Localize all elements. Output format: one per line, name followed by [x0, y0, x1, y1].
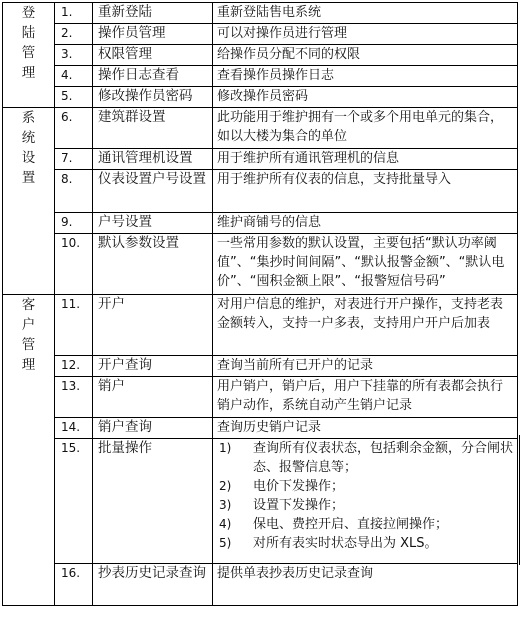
function-name: 批量操作 [93, 439, 213, 564]
function-description: 修改操作员密码 [213, 87, 518, 108]
table-row [3, 170, 518, 213]
function-name: 操作员管理 [93, 24, 213, 45]
list-item: 4) 保电、费控开启、直接拉闸操作； [219, 517, 449, 532]
row-number: 10. [55, 234, 93, 295]
table-row [3, 234, 518, 295]
function-name: 默认参数设置 [93, 234, 213, 295]
function-description: 提供单表抄表历史记录查询 [213, 564, 518, 606]
table-row [3, 3, 518, 24]
list-item: 2) 电价下发操作； [219, 479, 345, 494]
table-row [3, 45, 518, 66]
row-number: 14. [55, 418, 93, 439]
function-name: 建筑群设置 [93, 108, 213, 149]
function-table [2, 2, 518, 606]
function-description: 重新登陆售电系统 [213, 3, 518, 24]
table-row [3, 66, 518, 87]
batch-operation-list [217, 439, 513, 553]
function-description: 用于维护所有通讯管理机的信息 [213, 149, 518, 170]
row-number: 2. [55, 24, 93, 45]
table-row [3, 149, 518, 170]
function-name: 开户 [93, 295, 213, 356]
table-row [3, 439, 518, 564]
list-item: 5) 对所有表实时状态导出为 XLS。 [219, 536, 438, 551]
function-description: 对用户信息的维护，对表进行开户操作，支持老表金额转入，支持一户多表，支持用户开户后加表 [213, 295, 518, 356]
category-login-management: 登 陆 管 理 [3, 3, 55, 108]
row-number: 4. [55, 66, 93, 87]
row-number: 7. [55, 149, 93, 170]
table-row [3, 24, 518, 45]
table-row [3, 377, 518, 418]
function-description: 用于维护所有仪表的信息，支持批量导入 [213, 170, 518, 213]
list-item: 3) 设置下发操作； [219, 498, 345, 513]
row-number: 12. [55, 356, 93, 377]
function-name: 销户 [93, 377, 213, 418]
table-row [3, 356, 518, 377]
function-name: 户号设置 [93, 213, 213, 234]
function-name: 操作日志查看 [93, 66, 213, 87]
function-name: 抄表历史记录查询 [93, 564, 213, 606]
row-number: 13. [55, 377, 93, 418]
function-description: 查询当前所有已开户的记录 [213, 356, 518, 377]
function-description: 给操作员分配不同的权限 [213, 45, 518, 66]
row-number: 1. [55, 3, 93, 24]
function-name: 开户查询 [93, 356, 213, 377]
row-number: 15. [55, 439, 93, 564]
function-name: 通讯管理机设置 [93, 149, 213, 170]
table-row [3, 564, 518, 606]
category-customer-management: 客 户 管 理 [3, 295, 55, 606]
table-row [3, 418, 518, 439]
function-description: 维护商铺号的信息 [213, 213, 518, 234]
function-description: 一些常用参数的默认设置，主要包括“默认功率阈值”、“集抄时间间隔”、“默认报警金额”、“默认电价”、“囤积金额上限”、“报警短信号码” [213, 234, 518, 295]
page-edge-line [519, 435, 520, 565]
function-description [213, 439, 518, 564]
function-description: 查看操作员操作日志 [213, 66, 518, 87]
function-name: 权限管理 [93, 45, 213, 66]
function-name: 重新登陆 [93, 3, 213, 24]
row-number: 9. [55, 213, 93, 234]
function-name: 仪表设置户号设置 [93, 170, 213, 213]
list-item: 1) 查询所有仪表状态，包括剩余金额，分合闸状态、报警信息等； [219, 441, 514, 475]
table-row [3, 295, 518, 356]
table-row [3, 87, 518, 108]
function-name: 修改操作员密码 [93, 87, 213, 108]
function-name: 销户查询 [93, 418, 213, 439]
row-number: 8. [55, 170, 93, 213]
function-description: 查询历史销户记录 [213, 418, 518, 439]
table-row [3, 213, 518, 234]
row-number: 6. [55, 108, 93, 149]
row-number: 3. [55, 45, 93, 66]
row-number: 11. [55, 295, 93, 356]
function-description: 用户销户，销户后，用户下挂靠的所有表都会执行销户动作，系统自动产生销户记录 [213, 377, 518, 418]
row-number: 16. [55, 564, 93, 606]
function-description: 可以对操作员进行管理 [213, 24, 518, 45]
category-system-settings: 系 统 设 置 [3, 108, 55, 295]
table-row [3, 108, 518, 149]
function-description: 此功能用于维护拥有一个或多个用电单元的集合，如以大楼为集合的单位 [213, 108, 518, 149]
row-number: 5. [55, 87, 93, 108]
